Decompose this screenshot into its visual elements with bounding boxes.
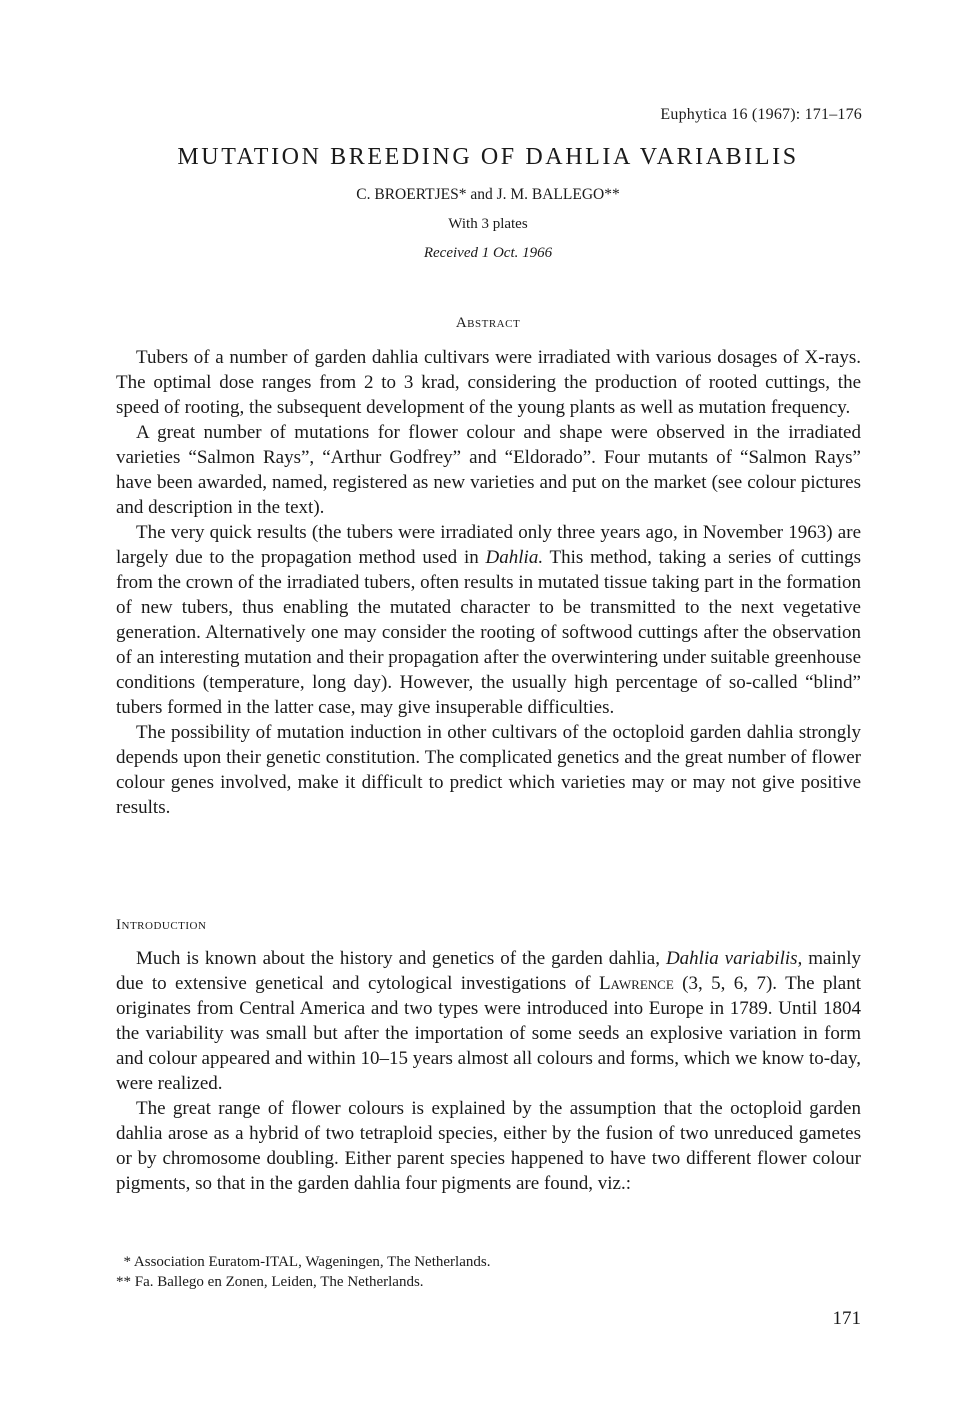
- plates-note: With 3 plates: [448, 216, 528, 232]
- abstract-p3-part-a: The very quick results (the tubers were irradiated only three years ago, in November 1963) are largely due to the propagation method used in: [116, 522, 861, 568]
- authors-line: C. BROERTJES* and J. M. BALLEGO**: [356, 186, 620, 203]
- footnote-1: * Association Euratom-ITAL, Wageningen, The Netherlands.: [116, 1254, 491, 1270]
- intro-p1-italic: Dahlia variabilis,: [665, 948, 803, 969]
- introduction-paragraph-2: The great range of flower colours is explained by the assumption that the octoploid garden dahlia arose as a hybrid of two tetraploid species, either by the fusion of two unreduced gametes or by chromosome doubling. Either parent species happened to have two different flower colour pigments, so that in the garden dahlia four pigments are found, viz.:: [116, 1098, 861, 1194]
- abstract-paragraph-2: A great number of mutations for flower colour and shape were observed in the irradiated varieties “Salmon Rays”, “Arthur Godfrey” and “Eldorado”. Four mutants of “Salmon Rays” have been awarded, named, registered as new varieties and put on the market (see colour pictures and description in the text).: [116, 422, 861, 518]
- abstract-p3-italic: Dahlia.: [485, 547, 544, 568]
- abstract-heading: Abstract: [455, 315, 521, 331]
- intro-p1-part-b: mainly due to extensive genetical and cytological investigations of: [116, 948, 862, 994]
- introduction-heading: Introduction: [116, 917, 207, 933]
- introduction-paragraph-1: [116, 946, 861, 1096]
- abstract-p3-part-b: This method, taking a series of cuttings from the crown of the irradiated tubers, often results in mutated tissue taking part in the formation of new tubers, thus enabling the mutated character to be transmitted to the next vegetative generation. Alternatively one may consider the rooting of softwood cuttings after the observation of an interesting mutation and their propagation after the overwintering under suitable greenhouse conditions (temperature, long day). However, the usually high percentage of so-called “blind” tubers formed in the latter case, may give insuperable difficulties.: [116, 547, 861, 718]
- paper-title: MUTATION BREEDING OF DAHLIA VARIABILIS: [177, 144, 799, 170]
- intro-p1-part-a: Much is known about the history and genetics of the garden dahlia,: [136, 948, 666, 969]
- abstract-paragraph-1: Tubers of a number of garden dahlia cultivars were irradiated with various dosages of X-rays. The optimal dose ranges from 2 to 3 krad, considering the production of rooted cuttings, the speed of rooting, the subsequent development of the young plants as well as mutation frequency.: [116, 347, 861, 418]
- journal-reference: Euphytica 16 (1967): 171–176: [660, 106, 862, 123]
- intro-p1-author-smallcaps: Lawrence: [598, 973, 674, 994]
- abstract-paragraph-4: The possibility of mutation induction in other cultivars of the octoploid garden dahlia strongly depends upon their genetic constitution. The complicated genetics and the great number of flower colour genes involved, make it difficult to predict which varieties may or may not give positive results.: [116, 722, 861, 818]
- page-number: 171: [832, 1308, 861, 1329]
- abstract-paragraph-3: [116, 520, 861, 720]
- intro-p1-part-c: (3, 5, 6, 7). The plant originates from Central America and two types were introduced into Europe in 1789. Until 1804 the variability was small but after the importation of some seeds an explosive variation in form and colour appeared and within 10–15 years almost all colours and forms, which we know to-day, were realized.: [116, 973, 861, 1094]
- abstract-body: [116, 345, 861, 820]
- introduction-body: [116, 946, 861, 1196]
- footnotes: [116, 1252, 861, 1292]
- footnote-2: ** Fa. Ballego en Zonen, Leiden, The Netherlands.: [116, 1274, 424, 1290]
- received-date: Received 1 Oct. 1966: [423, 245, 553, 261]
